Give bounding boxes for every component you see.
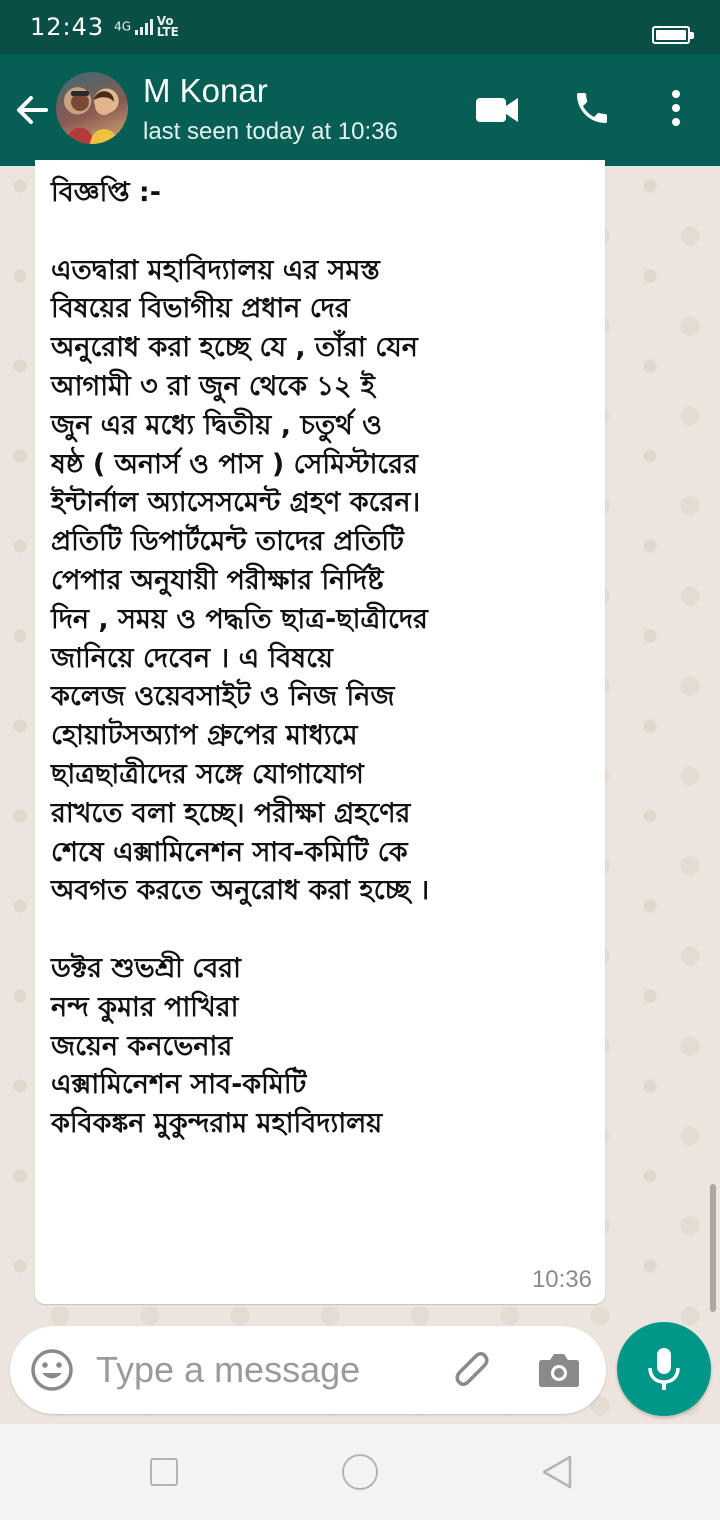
video-call-icon[interactable] xyxy=(474,90,520,130)
recent-apps-icon[interactable] xyxy=(150,1458,178,1486)
last-seen-status: last seen today at 10:36 xyxy=(143,118,398,145)
message-input[interactable] xyxy=(96,1344,426,1396)
emoji-icon[interactable] xyxy=(30,1348,74,1392)
message-line: বিজ্ঞপ্তি :- xyxy=(51,177,161,208)
message-line: ডক্টর শুভশ্রী বেরা xyxy=(51,952,241,984)
message-line: ইন্টার্নাল অ্যাসেসমেন্ট গ্রহণ করেন। xyxy=(51,487,421,519)
message-line: প্রতিটি ডিপার্টমেন্ট তাদের প্রতিটি xyxy=(51,526,404,558)
home-icon[interactable] xyxy=(342,1454,378,1490)
more-vertical-icon[interactable] xyxy=(664,88,688,128)
message-line: পেপার অনুযায়ী পরীক্ষার নির্দিষ্ট xyxy=(51,564,384,596)
network-type: 4G xyxy=(114,19,132,34)
message-text xyxy=(51,174,589,1144)
status-time: 12:43 xyxy=(30,13,105,41)
chat-area[interactable] xyxy=(0,166,720,1424)
message-line: জয়েন কনভেনার xyxy=(51,1030,233,1062)
message-line: শেষে এক্সামিনেশন সাব-কমিটি কে xyxy=(51,836,408,868)
message-line: নন্দ কুমার পাখিরা xyxy=(51,991,239,1023)
message-line: কলেজ ওয়েবসাইট ও নিজ নিজ xyxy=(51,681,395,713)
message-line: হোয়াটসঅ্যাপ গ্রুপের মাধ্যমে xyxy=(51,720,358,752)
attach-icon[interactable] xyxy=(450,1348,492,1392)
battery-full-icon xyxy=(652,26,690,44)
contact-name[interactable]: M Konar xyxy=(143,72,268,109)
back-icon[interactable] xyxy=(540,1454,574,1490)
message-composer xyxy=(10,1326,606,1414)
signal-icon xyxy=(114,16,183,38)
message-line: অবগত করতে অনুরোধ করা হচ্ছে । xyxy=(51,875,430,907)
message-line: দিন , সময় ও পদ্ধতি ছাত্র-ছাত্রীদের xyxy=(51,603,428,635)
system-nav-bar xyxy=(0,1424,720,1520)
message-line: আগামী ৩ রা জুন থেকে ১২ ই xyxy=(51,370,375,402)
status-bar xyxy=(0,0,720,54)
mic-icon xyxy=(644,1346,684,1392)
message-line: জানিয়ে দেবেন । এ বিষয়ে xyxy=(51,642,333,674)
message-line: কবিকঙ্কন মুকুন্দরাম মহাবিদ্যালয় xyxy=(51,1108,383,1140)
avatar[interactable] xyxy=(56,72,128,144)
message-line: জুন এর মধ্যে দ্বিতীয় , চতুর্থ ও xyxy=(51,409,382,441)
message-line: ছাত্রছাত্রীদের সঙ্গে যোগাযোগ xyxy=(51,758,364,790)
message-line xyxy=(51,911,589,950)
message-time: 10:36 xyxy=(531,1266,592,1293)
volte-badge: Vo LTE xyxy=(156,14,179,39)
message-bubble[interactable] xyxy=(35,160,605,1304)
message-line: বিষয়ের বিভাগীয় প্রধান দের xyxy=(51,293,350,325)
message-line xyxy=(51,213,589,252)
message-line: এতদ্বারা মহাবিদ্যালয় এর সমস্ত xyxy=(51,254,380,286)
chat-header xyxy=(0,54,720,166)
message-line: ষষ্ঠ ( অনার্স ও পাস ) সেমিস্টারের xyxy=(51,448,418,480)
scrollbar[interactable] xyxy=(710,1184,716,1312)
message-line: রাখতে বলা হচ্ছে। পরীক্ষা গ্রহণের xyxy=(51,797,411,829)
camera-icon[interactable] xyxy=(538,1350,580,1390)
back-arrow-icon[interactable] xyxy=(12,90,52,130)
phone-icon[interactable] xyxy=(572,88,612,128)
mic-button[interactable] xyxy=(617,1322,711,1416)
message-line: এক্সামিনেশন সাব-কমিটি xyxy=(51,1069,307,1101)
message-line: অনুরোধ করা হচ্ছে যে , তাঁরা যেন xyxy=(51,332,418,364)
